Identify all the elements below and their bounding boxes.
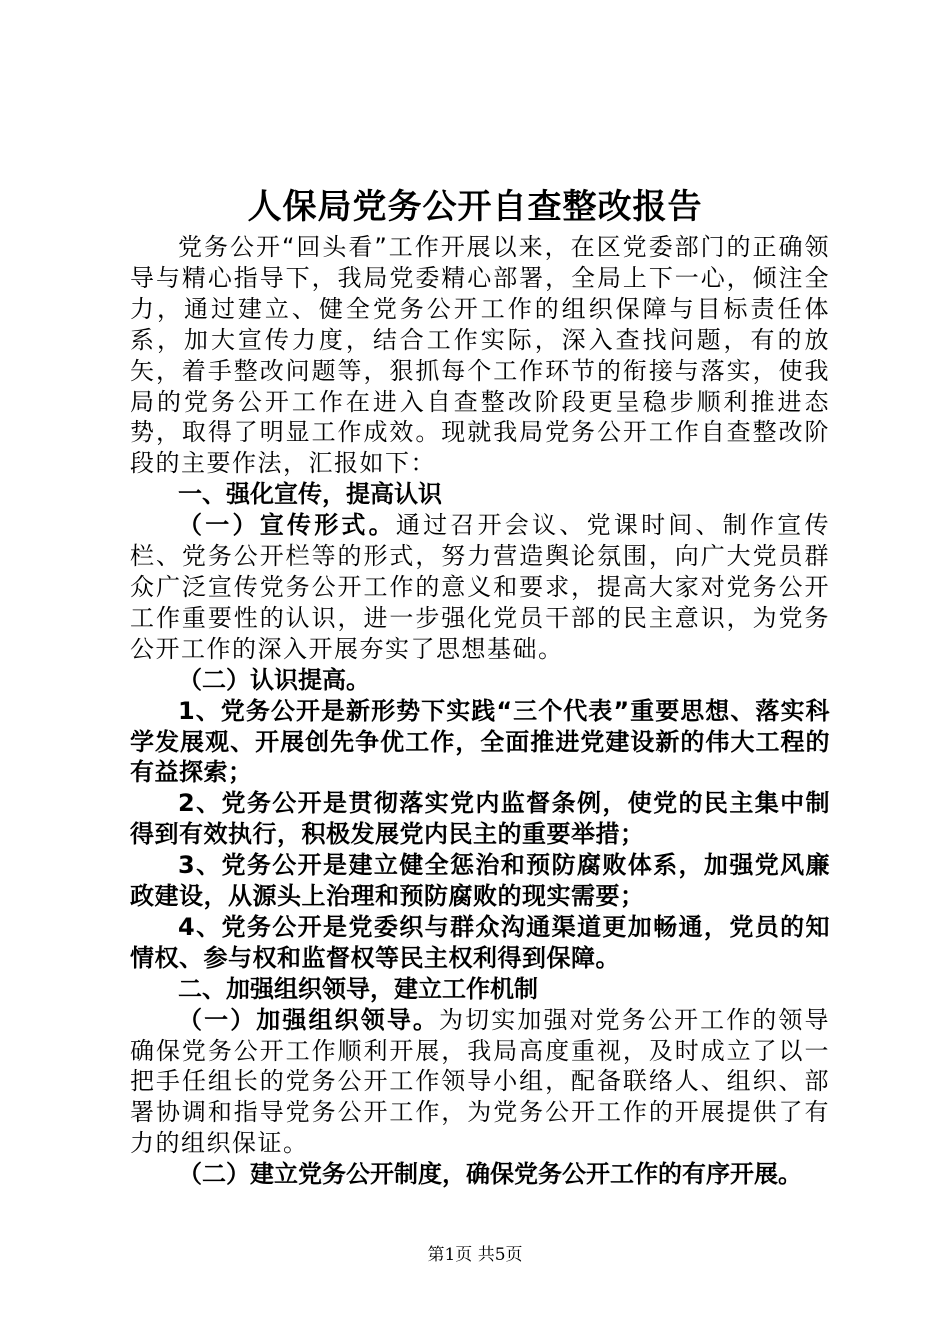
section-2-sub-1-paragraph — [130, 1005, 830, 1160]
list-item: 1、党务公开是新形势下实践“三个代表”重要思想、落实科学发展观、开展创先争优工作，全面推进党建设新的伟大工程的有益探索； — [130, 696, 830, 787]
page-number-footer: 第1页 共5页 — [427, 1245, 523, 1265]
section-2-sub-1-text: 为切实加强对党务公开工作的领导确保党务公开工作顺利开展，我局高度重视，及时成立了以一把手任组长的党务公开工作领导小组，配备联络人、组织、部署协调和指导党务公开工作，为党务公开工作的开展提供了有力的组织保证。 — [130, 1005, 831, 1158]
section-1-heading: 一、强化宣传，提高认识 — [178, 480, 442, 509]
section-2-sub-1-lead: （一）加强组织领导。 — [178, 1005, 440, 1034]
list-item: 4、党务公开是党委织与群众沟通渠道更加畅通，党员的知情权、参与权和监督权等民主权利得到保障。 — [130, 912, 830, 972]
section-2-heading: 二、加强组织领导，建立工作机制 — [178, 974, 538, 1003]
section-2-sub-2-heading: （二）建立党务公开制度，确保党务公开工作的有序开展。 — [178, 1160, 802, 1189]
section-1-sub-1-paragraph — [130, 510, 830, 665]
list-item: 3、党务公开是建立健全惩治和预防腐败体系，加强党风廉政建设，从源头上治理和预防腐败的现实需要； — [130, 851, 830, 911]
list-item: 2、党务公开是贯彻落实党内监督条例，使党的民主集中制得到有效执行，积极发展党内民主的重要举措； — [130, 789, 830, 849]
section-1-sub-1-text: 通过召开会议、党课时间、制作宣传栏、党务公开栏等的形式，努力营造舆论氛围，向广大党员群众广泛宣传党务公开工作的意义和要求，提高大家对党务公开工作重要性的认识，进一步强化党员干部的民主意识，为党务公开工作的深入开展夯实了思想基础。 — [130, 511, 831, 663]
section-1-sub-2-heading: （二）认识提高。 — [178, 665, 370, 694]
section-1-sub-1-lead: （一）宣传形式。 — [178, 511, 396, 540]
document-title: 人保局党务公开自查整改报告 — [247, 187, 703, 227]
intro-paragraph: 党务公开“回头看”工作开展以来，在区党委部门的正确领导与精心指导下，我局党委精心部署，全局上下一心，倾注全力，通过建立、健全党务公开工作的组织保障与目标责任体系，加大宣传力度，结合工作实际，深入查找问题，有的放矢，着手整改问题等，狠抓每个工作环节的衔接与落实，使我局的党务公开工作在进入自查整改阶段更呈稳步顺利推进态势，取得了明显工作成效。现就我局党务公开工作自查整改阶段的主要作法，汇报如下： — [130, 233, 830, 478]
document-body — [130, 232, 830, 1190]
